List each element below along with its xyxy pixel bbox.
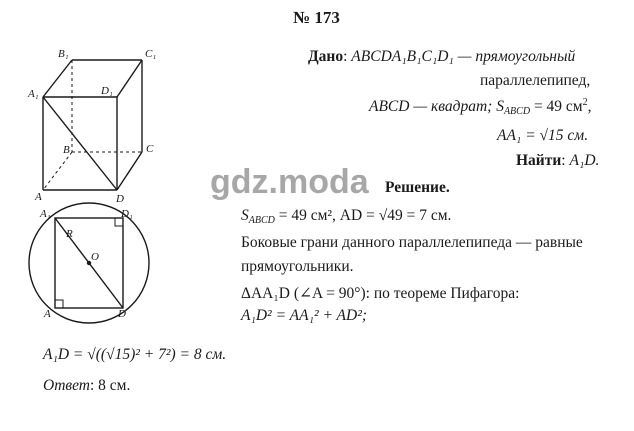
problem-number: № 173 [293, 8, 340, 27]
solution-line-1 [241, 207, 451, 226]
given-text-3: ABCD — квадрат; S [369, 98, 504, 115]
label-b: B [63, 144, 70, 156]
hidden-edges [43, 60, 142, 190]
solution-line-6: A₁D = √((√15)² + 7²) = 8 см. [43, 346, 227, 363]
given-label: Дано [308, 48, 344, 65]
given-text-3-eq: = 49 см [530, 98, 583, 115]
find-line: Найти: A₁D. [516, 152, 600, 169]
solution-s-sub: ABCD [248, 215, 275, 226]
label-center: O [91, 251, 99, 263]
label-circle-d: D [118, 308, 126, 320]
given-line-3: ABCD — квадрат; $S_{ABCD} = 49$ $см^2$, [369, 97, 592, 117]
label-radius: R [66, 228, 73, 240]
label-a1: A₁ [28, 88, 39, 100]
given-line-1: Дано: ABCDA₁B₁C₁D₁ — прямоугольный [308, 48, 576, 65]
find-label: Найти [516, 152, 562, 169]
given-line-4: AA₁ = √15 см. [497, 127, 589, 144]
label-c: C [146, 143, 154, 155]
solution-line-5: A₁D² = AA₁² + AD²; [241, 307, 367, 324]
solution-line-1-rest: = 49 см², AD = √49 = 7 см. [274, 207, 452, 224]
label-b1: B₁ [58, 48, 69, 60]
solution-line-2: Боковые грани данного параллелепипеда — равные [241, 234, 583, 251]
answer-value: : 8 см. [89, 377, 131, 394]
label-circle-a: A [44, 308, 51, 320]
label-d: D [116, 193, 124, 205]
solution-line-4: ΔAA₁D (∠A = 90°): по теореме Пифагора: [241, 285, 520, 302]
label-d1: D₁ [101, 85, 113, 97]
label-c1: C₁ [145, 48, 157, 60]
parallelepiped-labels [27, 48, 156, 205]
given-text-3-sub: ABCD [503, 106, 531, 117]
answer-label: Ответ [43, 377, 90, 394]
solution-line-3: прямоугольники. [241, 258, 354, 275]
watermark: gdz.moda [210, 163, 369, 201]
solution-label: Решение. [385, 179, 450, 196]
label-circle-d1: D₁ [121, 208, 133, 220]
find-value: A₁D. [569, 152, 600, 169]
given-text-1: ABCDA₁B₁C₁D₁ — прямоугольный [351, 48, 576, 65]
given-line-2: параллелепипед, [480, 72, 591, 89]
answer-line [43, 377, 130, 395]
solution-s: S [241, 207, 249, 224]
label-circle-a1: A₁ [40, 208, 51, 220]
parallelepiped-figure [43, 60, 142, 190]
label-a: A [35, 191, 42, 203]
